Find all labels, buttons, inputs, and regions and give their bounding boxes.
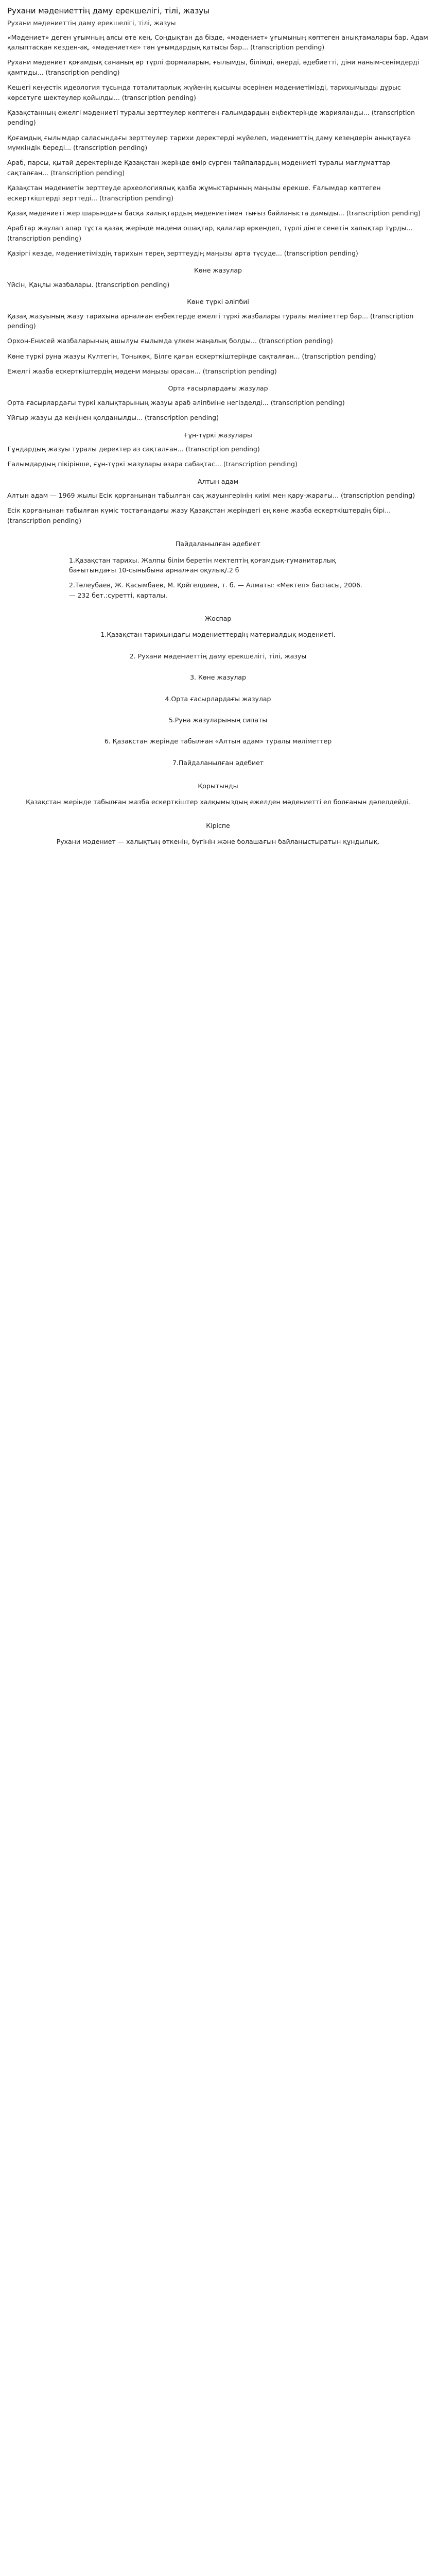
body-paragraph: Кешегі кеңестік идеология тұсында тоталитарлық жүйенің қысымы әсерінен мәдениетімізді, тарихымызды дұрыс көрсетуге шектеулер қойылды... (transcription pending): [7, 83, 401, 101]
document-page: [0, 0, 436, 879]
plan-item: 2. Рухани мәдениеттің даму ерекшелігі, тілі, жазуы: [129, 652, 307, 660]
introduction-block: [7, 821, 429, 847]
introduction-list: [7, 837, 429, 846]
section: [7, 430, 429, 469]
body-paragraph: Ежелгі жазба ескерткіштердің мәдени маңызы орасан... (transcription pending): [7, 367, 277, 375]
references-block: [7, 539, 429, 600]
body-paragraph: «Мәдениет» деген ұғымның аясы өте кең. Сондықтан да бізде, «мәдениет» ұғымының көптеген анықтамалары бар. Адам қалыптасқан кезден-ақ, «мәдениетке» тән ұғымдардың қатысы бар... (transcription pending): [7, 33, 428, 51]
section: [7, 265, 429, 290]
body-paragraph: Қазақстанның ежелгі мәдениеті туралы зерттеулер көптеген ғалымдардың еңбектерінде жарияланды... (transcription pending): [7, 108, 415, 127]
intro-section: [7, 32, 429, 259]
body-paragraph: Орта ғасырлардағы түркі халықтарының жазуы араб әліпбиіне негізделді... (transcription pending): [7, 398, 345, 406]
section-heading: Ғұн-түркі жазулары: [184, 431, 252, 439]
section: [7, 297, 429, 376]
plan-item: 5.Руна жазуларының сипаты: [168, 716, 268, 724]
plan-item: 3. Көне жазулар: [190, 673, 246, 682]
body-sections: [7, 265, 429, 526]
conclusion-item: Қазақстан жерінде табылған жазба ескерткіштер халқымыздың ежелден мәдениетті ел болғанын дәлелдейді.: [26, 798, 410, 806]
body-paragraph: Ұйғыр жазуы да кеңінен қолданылды... (transcription pending): [7, 414, 219, 422]
body-paragraph: Қоғамдық ғылымдар саласындағы зерттеулер тарихи деректерді жүйелеп, мәдениеттің даму кезеңдерін анықтауға мүмкіндік береді... (transcription pending): [7, 133, 411, 151]
plan-item: 1.Қазақстан тарихындағы мәдениеттердің материалдық мәдениеті.: [100, 631, 336, 639]
page-subtitle: Рухани мәдениеттің даму ерекшелігі, тілі, жазуы: [7, 19, 176, 27]
body-paragraph: Қазіргі кезде, мәдениетіміздің тарихын терең зерттеудің маңызы арта түсуде... (transcription pending): [7, 249, 358, 257]
plan-item: 6. Қазақстан жерінде табылған «Алтын адам» туралы мәліметтер: [104, 737, 332, 745]
body-paragraph: Алтын адам — 1969 жылы Есік қорғанынан табылған сақ жауынгерінің киімі мен қару-жарағы... (transcription pending): [7, 492, 415, 499]
page-title: Рухани мәдениеттің даму ерекшелігі, тілі, жазуы: [7, 6, 210, 15]
section: [7, 383, 429, 422]
plan-block: [7, 614, 429, 768]
section-heading: Алтын адам: [197, 477, 239, 485]
conclusion-block: [7, 781, 429, 807]
plan-heading: Жоспар: [204, 615, 232, 622]
body-paragraph: Орхон-Енисей жазбаларының ашылуы ғылымда үлкен жаңалық болды... (transcription pending): [7, 337, 333, 345]
body-paragraph: Қазақ жазуының жазу тарихына арналған еңбектерде ежелгі түркі жазбалары туралы мәліметтер бар... (transcription pending): [7, 312, 414, 330]
body-paragraph: Ғалымдардың пікірінше, ғұн-түркі жазулары өзара сабақтас... (transcription pending): [7, 460, 298, 468]
body-paragraph: Қазақ мәдениеті жер шарындағы басқа халықтардың мәдениетімен тығыз байланыста дамыды... (transcription pending): [7, 209, 421, 217]
section: [7, 477, 429, 526]
plan-item: 7.Пайдаланылған әдебиет: [172, 758, 264, 767]
section-heading: Көне түркі әліпбиі: [187, 298, 249, 306]
body-paragraph: Үйсін, Қаңлы жазбалары. (transcription pending): [7, 280, 170, 289]
body-paragraph: Ғұндардың жазуы туралы деректер аз сақталған... (transcription pending): [7, 445, 260, 453]
conclusion-list: [7, 797, 429, 807]
body-paragraph: Көне түркі руна жазуы Күлтегін, Тоныкөк, Білге қаған ескерткіштерінде сақталған... (transcription pending): [7, 352, 376, 360]
body-paragraph: Рухани мәдениет қоғамдық сананың әр түрлі формаларын, ғылымды, білімді, өнерді, әдебиетті, діни наным-сенімдерді қамтиды... (transcription pending): [7, 58, 420, 76]
conclusion-heading: Қорытынды: [198, 782, 238, 790]
introduction-item: Рухани мәдениет — халықтың өткенін, бүгінін және болашағын байланыстыратын құндылық.: [56, 838, 380, 846]
section-heading: Көне жазулар: [194, 266, 242, 275]
plan-item: 4.Орта ғасырлардағы жазулар: [165, 694, 271, 703]
reference-item: 2.Тәлеубаев, Ж. Қасымбаев, М. Қойгелдиев, т. б. — Алматы: «Мектеп» баспасы, 2006. — 232 бет.:суретті, карталы.: [69, 581, 362, 599]
references-heading: Пайдаланылған әдебиет: [175, 540, 261, 548]
body-paragraph: Араб, парсы, қытай деректерінде Қазақстан жерінде өмір сүрген тайпалардың мәдениеті туралы мағлұматтар сақталған... (transcription pending): [7, 159, 390, 177]
introduction-heading: Кіріспе: [206, 821, 230, 829]
body-paragraph: Қазақстан мәдениетін зерттеуде археологиялық қазба жұмыстарының маңызы ерекше. Ғалымдар көптеген ескерткіштерді зерттеді... (transcription pending): [7, 184, 381, 202]
section-heading: Орта ғасырлардағы жазулар: [168, 384, 268, 393]
body-paragraph: Есік қорғанынан табылған күміс тостағандағы жазу Қазақстан жеріндегі ең көне жазба ескерткіштердің бірі... (transcription pending): [7, 506, 391, 524]
references-list: [7, 555, 429, 601]
plan-list: [7, 630, 429, 768]
body-paragraph: Арабтар жаулап алар тұста қазақ жерінде мәдени ошақтар, қалалар өркендеп, түрлі дінге сенетін халықтар тұрды... (transcription pending): [7, 224, 413, 242]
reference-item: 1.Қазақстан тарихы. Жалпы білім беретін мектептің қоғамдық-гуманитарлық бағытындағы 10-сыныбына арналған оқулық/.2 б: [69, 556, 336, 574]
